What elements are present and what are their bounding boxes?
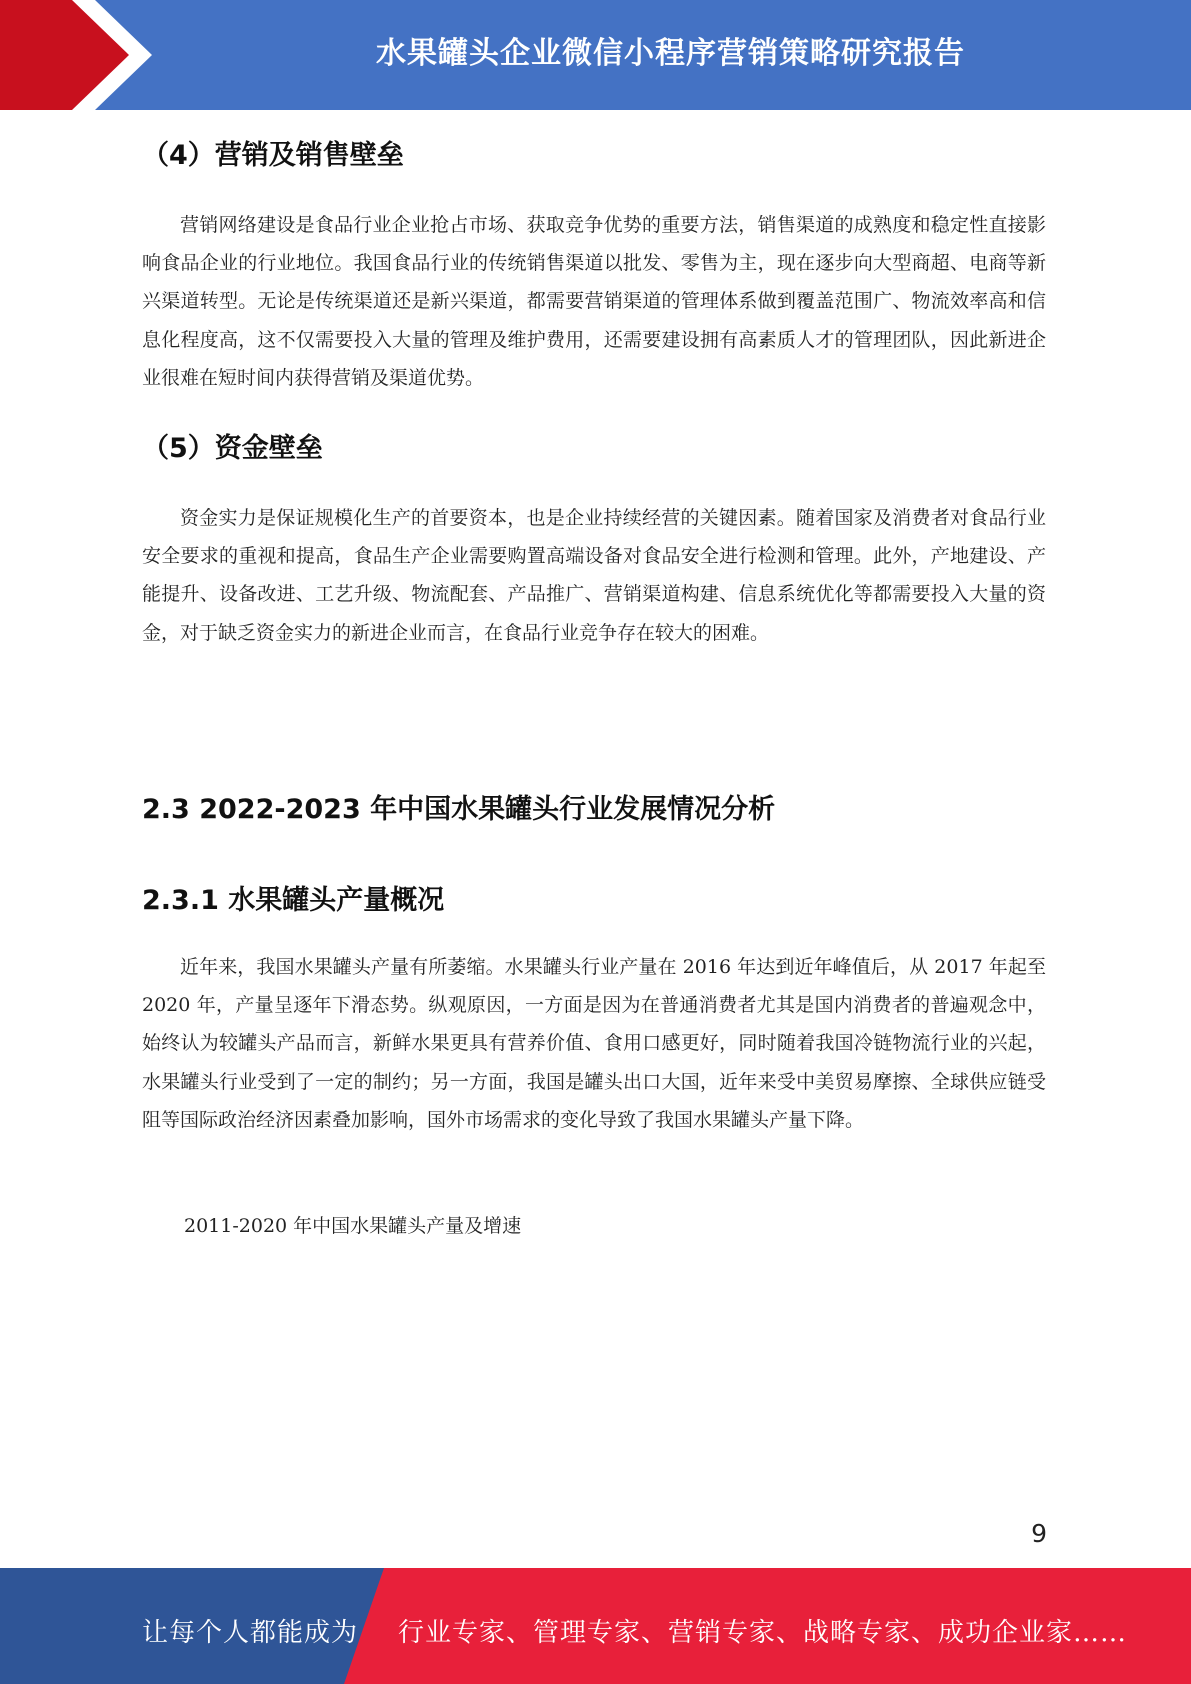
heading-capital-barrier: （5）资金壁垒 (142, 433, 323, 464)
section-heading: 2.3 2022-2023 年中国水果罐头行业发展情况分析 (142, 794, 776, 825)
paragraph-capital-barrier: 资金实力是保证规模化生产的首要资本，也是企业持续经营的关键因素。随着国家及消费者对食品行业安全要求的重视和提高，食品生产企业需要购置高端设备对食品安全进行检测和管理。此外，产地建设、产能提升、设备改进、工艺升级、物流配套、产品推广、营销渠道构建、信息系统优化等都需要投入大量的资金，对于缺乏资金实力的新进企业而言，在食品行业竞争存在较大的困难。 (142, 507, 1046, 644)
paragraph-marketing-barrier: 营销网络建设是食品行业企业抢占市场、获取竞争优势的重要方法，销售渠道的成熟度和稳定性直接影响食品企业的行业地位。我国食品行业的传统销售渠道以批发、零售为主，现在逐步向大型商超、电商等新兴渠道转型。无论是传统渠道还是新兴渠道，都需要营销渠道的管理体系做到覆盖范围广、物流效率高和信息化程度高，这不仅需要投入大量的管理及维护费用，还需要建设拥有高素质人才的管理团队，因此新进企业很难在短时间内获得营销及渠道优势。 (142, 214, 1046, 389)
page-footer (0, 1568, 1191, 1684)
paragraph-production: 近年来，我国水果罐头产量有所萎缩。水果罐头行业产量在 2016 年达到近年峰值后，从 2017 年起至 2020 年，产量呈逐年下滑态势。纵观原因，一方面是因为在普通消费者尤其是国内消费者的普遍观念中，始终认为较罐头产品而言，新鲜水果更具有营养价值、食用口感更好，同时随着我国冷链物流行业的兴起，水果罐头行业受到了一定的制约；另一方面，我国是罐头出口大国，近年来受中美贸易摩擦、全球供应链受阻等国际政治经济因素叠加影响，国外市场需求的变化导致了我国水果罐头产量下降。 (142, 956, 1046, 1131)
footer-slogan-right: 行业专家、管理专家、营销专家、战略专家、成功企业家…… (398, 1618, 1128, 1648)
heading-marketing-barrier: （4）营销及销售壁垒 (142, 140, 404, 171)
page-header (0, 0, 1191, 110)
page-number: 9 (1031, 1519, 1047, 1548)
subsection-heading: 2.3.1 水果罐头产量概况 (142, 885, 445, 916)
report-title: 水果罐头企业微信小程序营销策略研究报告 (376, 36, 965, 71)
footer-slogan-left: 让每个人都能成为 (142, 1618, 359, 1648)
figure-caption: 2011-2020 年中国水果罐头产量及增速 (184, 1215, 522, 1237)
